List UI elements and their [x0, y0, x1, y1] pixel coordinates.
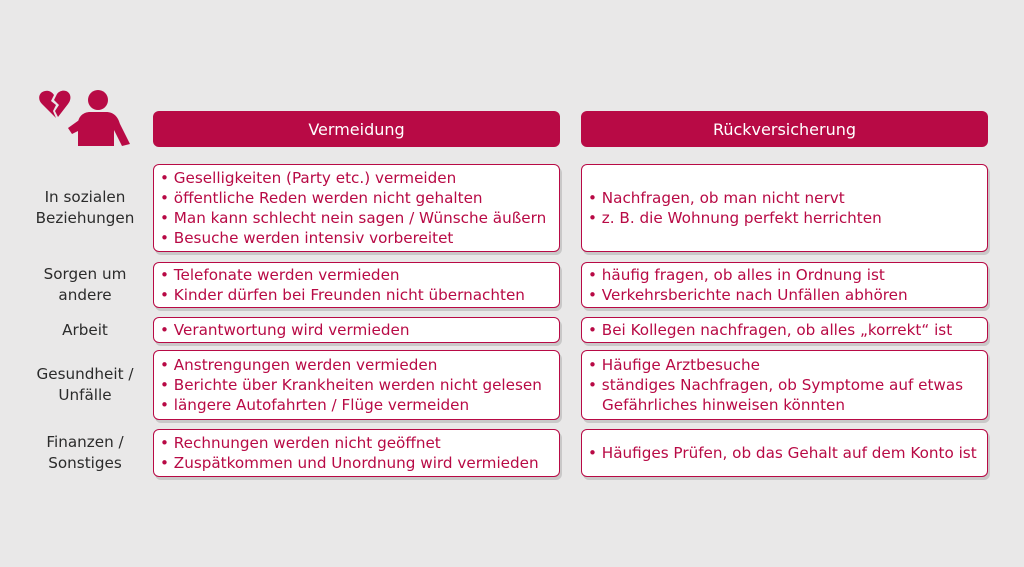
row-label-others [18, 262, 152, 308]
list-item: • Besuche werden intensiv vorbereitet [160, 229, 454, 247]
list-item: • Geselligkeiten (Party etc.) vermeiden [160, 169, 457, 187]
row-label-line: Sorgen um [43, 265, 127, 283]
list-item: Gefährliches hinweisen könnten [602, 396, 846, 414]
row-label-line: andere [58, 286, 112, 304]
list-item: • Verantwortung wird vermieden [160, 321, 410, 339]
header-rueckversicherung: Rückversicherung [581, 111, 988, 147]
row-label-line: Unfälle [58, 386, 112, 404]
row-label-line: Gesundheit / [36, 365, 134, 383]
cell-reassurance-others [581, 262, 988, 308]
list-item: • Rechnungen werden nicht geöffnet [160, 434, 441, 452]
list-item: • z. B. die Wohnung perfekt herrichten [588, 209, 882, 227]
row-label-line: Beziehungen [35, 209, 135, 227]
cell-avoidance-finance [153, 429, 560, 477]
list-item: • Häufige Arztbesuche [588, 356, 760, 374]
row-label-line: Sonstiges [48, 454, 122, 472]
list-item: • Häufiges Prüfen, ob das Gehalt auf dem Konto ist [588, 444, 977, 462]
cell-avoidance-others [153, 262, 560, 308]
cell-reassurance-finance [581, 429, 988, 477]
list-item: • Anstrengungen werden vermieden [160, 356, 438, 374]
list-item: • Man kann schlecht nein sagen / Wünsche äußern [160, 209, 547, 227]
cell-reassurance-health [581, 350, 988, 420]
list-item: • Zuspätkommen und Unordnung wird vermieden [160, 454, 539, 472]
cell-avoidance-health [153, 350, 560, 420]
list-item: • Telefonate werden vermieden [160, 266, 400, 284]
row-label-work [18, 317, 152, 343]
list-item: • Nachfragen, ob man nicht nervt [588, 189, 845, 207]
row-label-line: Arbeit [62, 320, 108, 339]
list-item: • Bei Kollegen nachfragen, ob alles „korrekt“ ist [588, 321, 953, 339]
row-label-line: Finanzen / [46, 433, 124, 451]
cell-avoidance-social [153, 164, 560, 252]
list-item: • ständiges Nachfragen, ob Symptome auf etwas [588, 376, 964, 394]
broken-heart-person-icon [38, 88, 134, 152]
cell-avoidance-work [153, 317, 560, 343]
header-vermeidung: Vermeidung [153, 111, 560, 147]
list-item: • öffentliche Reden werden nicht gehalten [160, 189, 483, 207]
list-item: • längere Autofahrten / Flüge vermeiden [160, 396, 470, 414]
row-label-line: In sozialen [44, 188, 126, 206]
row-label-finance [18, 429, 152, 477]
cell-reassurance-social [581, 164, 988, 252]
row-label-social [18, 164, 152, 252]
row-label-health [18, 350, 152, 420]
list-item: • häufig fragen, ob alles in Ordnung ist [588, 266, 885, 284]
list-item: • Kinder dürfen bei Freunden nicht übernachten [160, 286, 525, 304]
list-item: • Verkehrsberichte nach Unfällen abhören [588, 286, 908, 304]
list-item: • Berichte über Krankheiten werden nicht gelesen [160, 376, 542, 394]
cell-reassurance-work [581, 317, 988, 343]
